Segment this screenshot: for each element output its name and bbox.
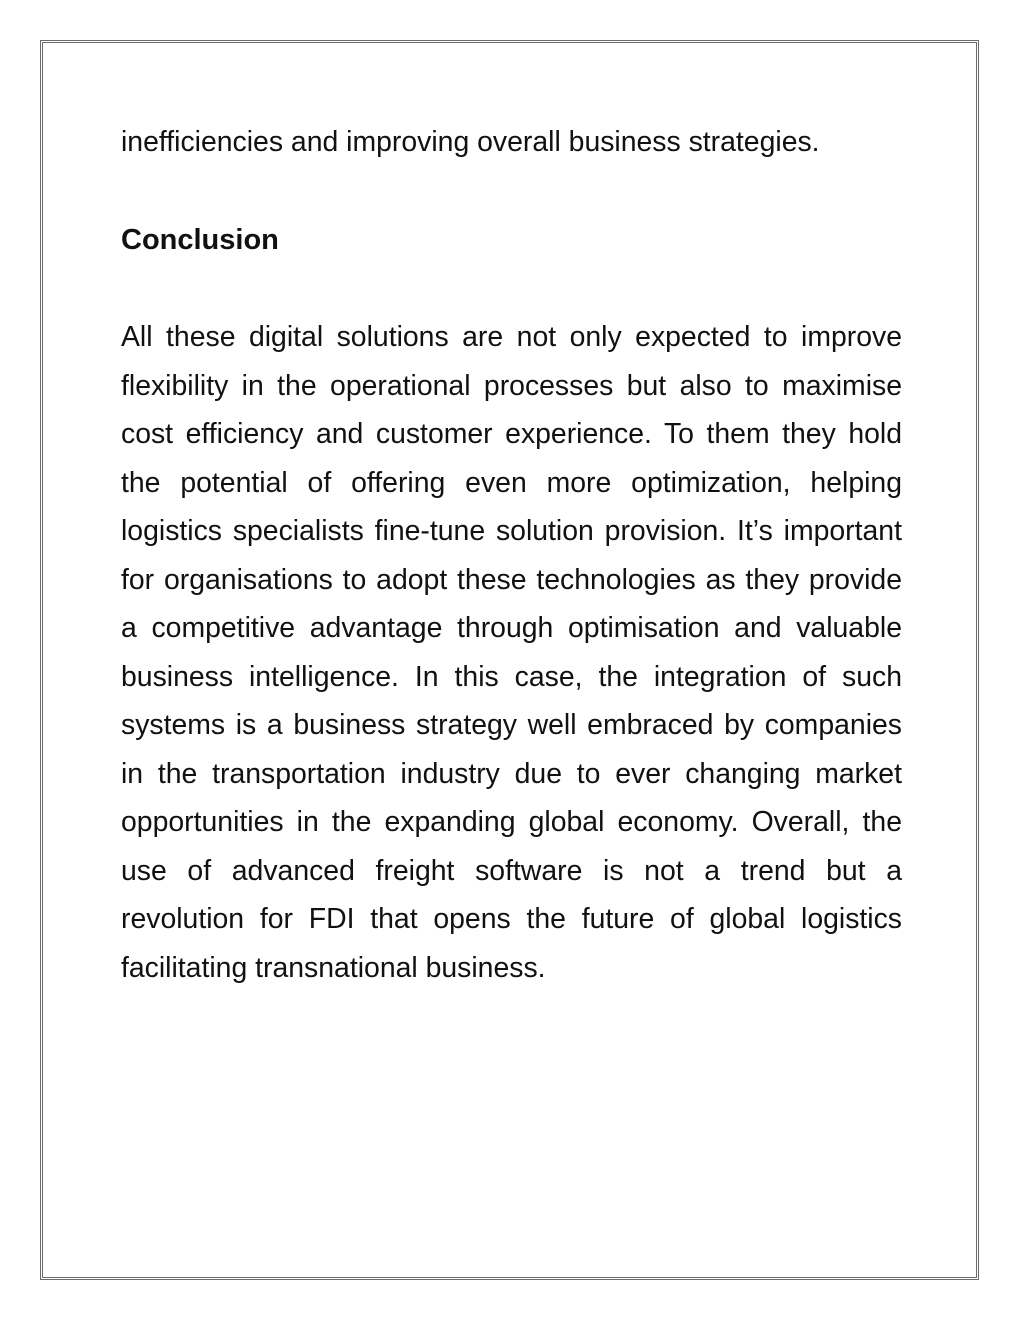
conclusion-paragraph: All these digital solutions are not only expected to improve flexibility in the operational processes but also to maximise cost efficiency and customer experience. To them they hold the potential of offering even more optimization, helping logistics specialists fine-tune solution provision. It’s important for organisations to adopt these technologies as they provide a competitive advantage through optimisation and valuable business intelligence. In this case, the integration of such systems is a business strategy well embraced by companies in the transportation industry due to ever changing market opportunities in the expanding global economy. Overall, the use of advanced freight software is not a trend but a revolution for FDI that opens the future of global logistics facilitating transnational business.	[121, 321, 902, 984]
paragraph-spacer	[121, 167, 902, 216]
document-body	[121, 118, 902, 992]
section-heading: Conclusion	[121, 223, 279, 256]
continuation-paragraph: inefficiencies and improving overall business strategies.	[121, 126, 820, 158]
paragraph-spacer	[121, 264, 902, 313]
